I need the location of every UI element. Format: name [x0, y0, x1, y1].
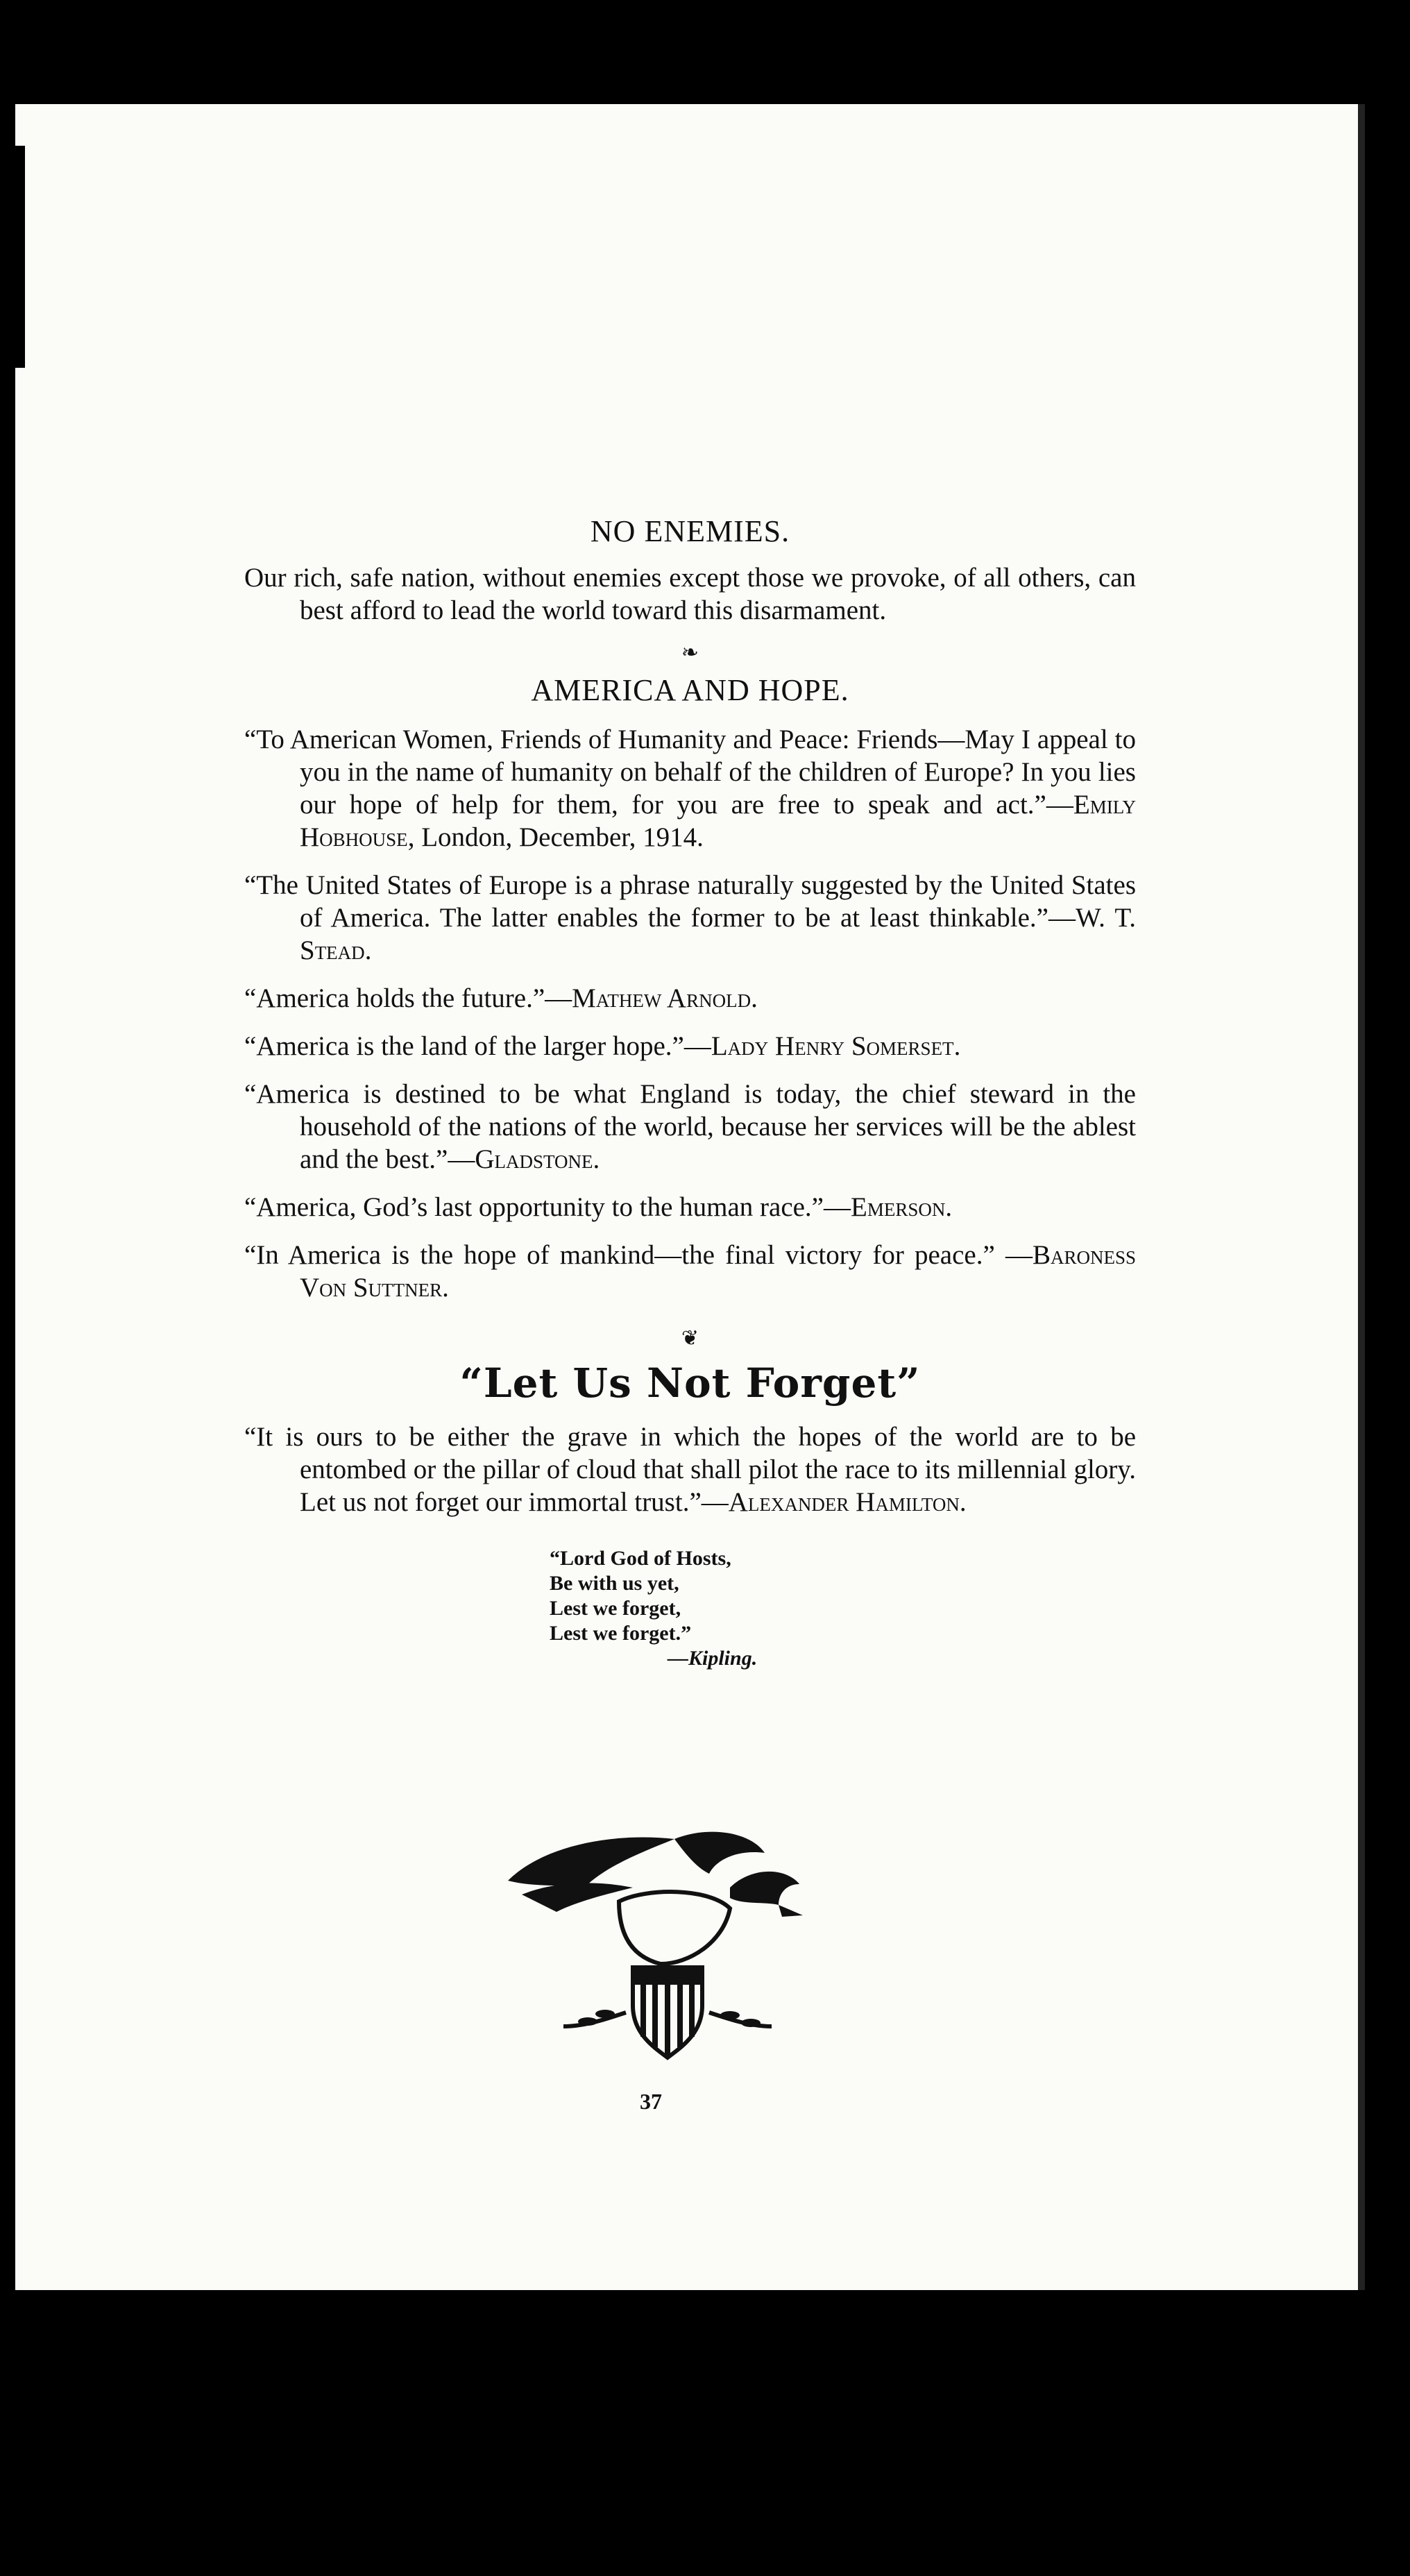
quote-author: Gladstone — [475, 1144, 593, 1174]
quote-author: Lady Henry Somerset — [711, 1031, 954, 1061]
ornament-icon: ❧ — [681, 641, 699, 664]
page-edge-mark — [15, 146, 25, 368]
quote-author: Emily Hobhouse — [300, 790, 1136, 852]
page-content — [244, 396, 1136, 1671]
quote-hamilton: “It is ours to be either the grave in which the hopes of the world are to be entombed or the pillar of cloud that shall pilot the race to its millennial glory. Let us not forget our immortal trust.”—Alexander Hamilton. — [244, 1422, 1136, 1517]
quote-hobhouse: “To American Women, Friends of Humanity and Peace: Friends—May I appeal to you in the name of humanity on behalf of the children of Europe? In you lies our hope of help for them, for you are free to speak and act.”—Emily Hobhouse, London, December, 1914. — [244, 724, 1136, 852]
quote-author: Emerson — [851, 1192, 946, 1222]
quote-stead: “The United States of Europe is a phrase naturally suggested by the United States of America. The latter enables the former to be at least thinkable.”—W. T. Stead. — [244, 870, 1136, 965]
poem-line: Lest we forget, — [550, 1597, 681, 1620]
kipling-poem — [550, 1546, 1136, 1671]
quote-somerset: “America is the land of the larger hope.”—Lady Henry Somerset. — [244, 1031, 961, 1061]
heading-america-and-hope: AMERICA AND HOPE. — [531, 673, 849, 707]
poem-line: Be with us yet, — [550, 1572, 679, 1595]
eagle-shield-emblem-icon — [501, 1818, 806, 2075]
quote-arnold: “America holds the future.”—Mathew Arnold. — [244, 983, 758, 1013]
poem-author: —Kipling. — [668, 1647, 758, 1670]
poem-line: Lest we forget.” — [550, 1622, 692, 1645]
quote-suttner: “In America is the hope of mankind—the final victory for peace.” —Baroness Von Suttner. — [244, 1240, 1136, 1303]
ornament-icon: ❦ — [681, 1327, 699, 1350]
poem-line: “Lord God of Hosts, — [550, 1547, 731, 1570]
heading-let-us-not-forget: “Let Us Not Forget” — [459, 1359, 921, 1407]
quote-author: Alexander Hamilton — [728, 1487, 960, 1517]
quote-author: Baroness Von Suttner — [300, 1240, 1136, 1303]
quote-author: Mathew Arnold — [572, 983, 751, 1013]
quote-gladstone: “America is destined to be what England is today, the chief steward in the household of the nations of the world, because her services will be the ablest and the best.”—Gladstone. — [244, 1079, 1136, 1174]
quote-author: Stead — [300, 935, 365, 965]
quote-emerson: “America, God’s last opportunity to the human race.”—Emerson. — [244, 1192, 953, 1222]
page — [15, 104, 1365, 2290]
heading-no-enemies: NO ENEMIES. — [590, 514, 790, 548]
no-enemies-paragraph: Our rich, safe nation, without enemies except those we provoke, of all others, can best afford to lead the world toward this disarmament. — [244, 563, 1136, 625]
page-number: 37 — [640, 2089, 662, 2114]
